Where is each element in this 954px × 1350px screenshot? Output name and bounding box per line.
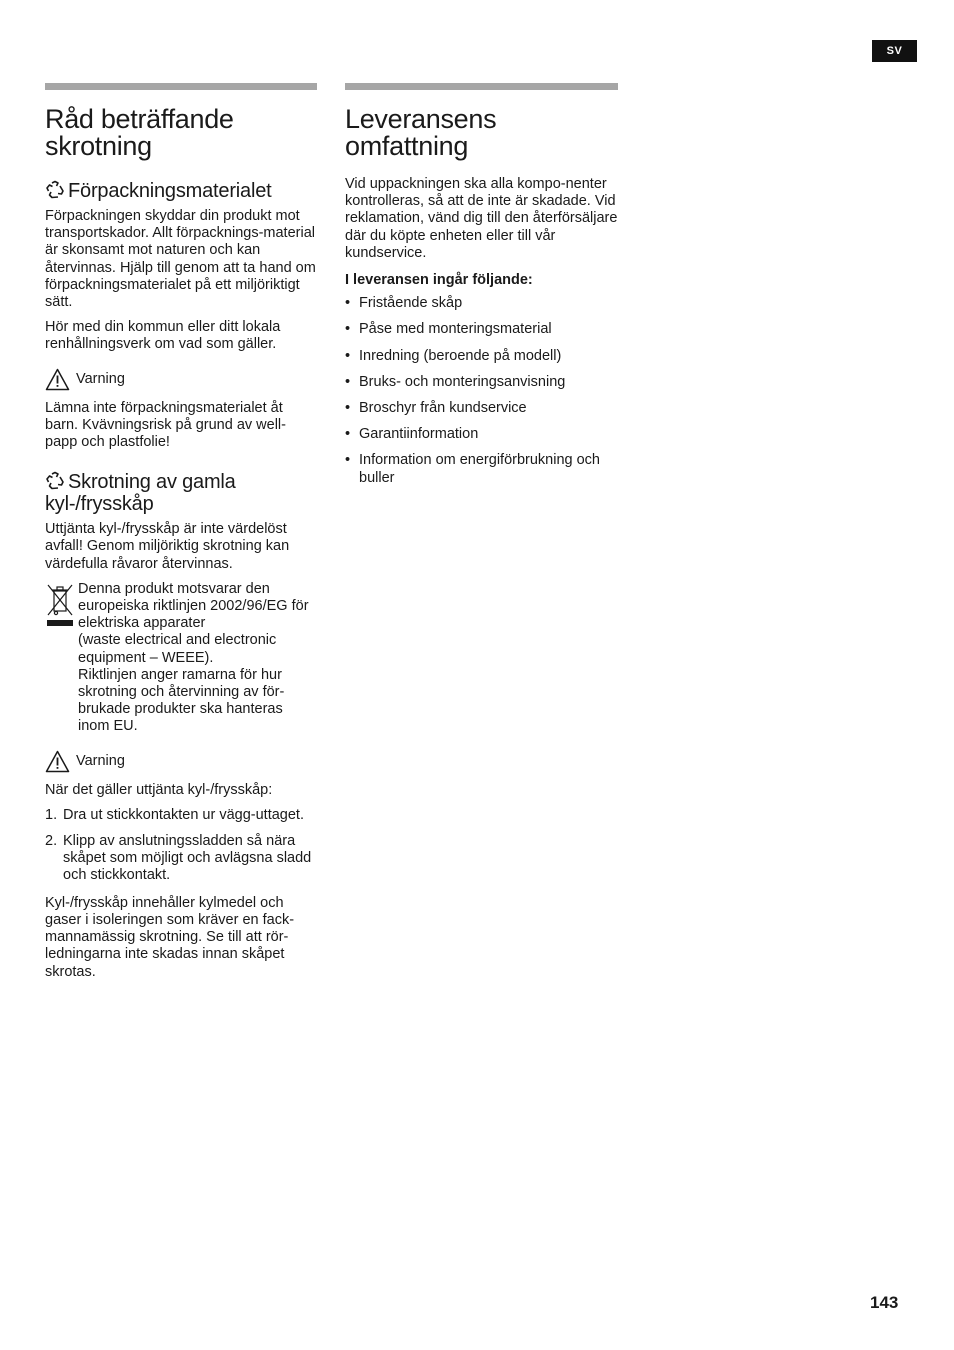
packaging-paragraph-1: Förpackningen skyddar din produkt mot transportskador. Allt förpacknings-material är skonsamt mot naturen och kan återvinnas. Hjälp till genom att ta hand om förpackningsmaterialet på ett miljöriktigt sätt. [45,208,316,311]
section-rule [345,83,618,90]
disposal-final-paragraph: Kyl-/frysskåp innehåller kylmedel och gaser i isoleringen som kräver en fack-mannamässig skrotning. Se till att rör-ledningarna inte skadas innan skåpet skrotas. [45,894,295,980]
step-text: Dra ut stickkontakten ur vägg-uttaget. [63,806,304,823]
packaging-paragraph-2: Hör med din kommun eller ditt lokala renhållningsverk om vad som gäller. [45,319,281,353]
step-number: 2. [45,833,58,850]
packaging-heading [45,180,317,202]
page-number: 143 [870,1293,899,1312]
list-item: • Information om energiförbrukning och buller [345,452,618,486]
weee-text-3: Riktlinjen anger ramarna för hur skrotning och återvinning av för-brukade produkter ska hanteras inom EU. [78,666,285,735]
packaging-warning [45,368,317,391]
step-number: 1. [45,806,58,823]
delivery-column [345,83,618,496]
list-item: • Fristående skåp [345,295,618,312]
warning-label: Varning [76,753,125,770]
warning-icon [45,368,70,391]
weee-notice [45,581,317,736]
disposal-paragraph-1: Uttjänta kyl-/frysskåp är inte värdelöst avfall! Genom miljöriktig skrotning kan värdefulla råvaror återvinnas. [45,521,290,572]
disposal-warning [45,750,317,773]
step-item [45,833,317,885]
disposal-title: Råd beträffande skrotning [45,104,234,161]
crossed-bin-icon [45,582,75,630]
packaging-heading-text: Förpackningsmaterialet [68,180,272,202]
disposal-heading [45,471,317,515]
delivery-intro: Vid uppackningen ska alla kompo-nenter kontrolleras, så att de inte är skadade. Vid reklamation, vänd dig till den återförsäljare där du köpte enheten eller till vår kundservice. [345,176,618,261]
recycle-icon [45,471,65,491]
list-item: • Inredning (beroende på modell) [345,348,618,365]
recycle-icon [45,180,65,200]
delivery-items [345,295,618,487]
step-item [45,807,317,824]
list-item: • Påse med monteringsmaterial [345,321,618,338]
weee-text-1: Denna produkt motsvarar den europeiska riktlinjen 2002/96/EG för elektriska apparater [78,580,309,632]
language-badge: SV [872,40,917,62]
list-item: • Garantiinformation [345,426,618,443]
step-text: Klipp av anslutningssladden så nära skåpet som möjligt och avlägsna sladd och stickkontakt. [63,833,312,884]
disposal-steps [45,807,317,885]
packaging-warning-text: Lämna inte förpackningsmaterialet åt barn. Kvävningsrisk på grund av well-papp och plastfolie! [45,399,286,451]
weee-text [78,581,317,736]
disposal-heading-text: Skrotning av gamla kyl-/frysskåp [45,471,236,516]
section-rule [45,83,317,90]
disposal-warning-intro: När det gäller uttjänta kyl-/frysskåp: [45,781,273,798]
list-item: • Bruks- och monteringsanvisning [345,374,618,391]
weee-text-2: (waste electrical and electronic equipment – WEEE). [78,632,277,666]
delivery-list-heading: I leveransen ingår följande: [345,272,533,289]
warning-icon [45,750,70,773]
list-item: • Broschyr från kundservice [345,400,618,417]
warning-label: Varning [76,371,125,388]
disposal-column [45,83,317,989]
delivery-title: Leveransens omfattning [345,104,497,161]
